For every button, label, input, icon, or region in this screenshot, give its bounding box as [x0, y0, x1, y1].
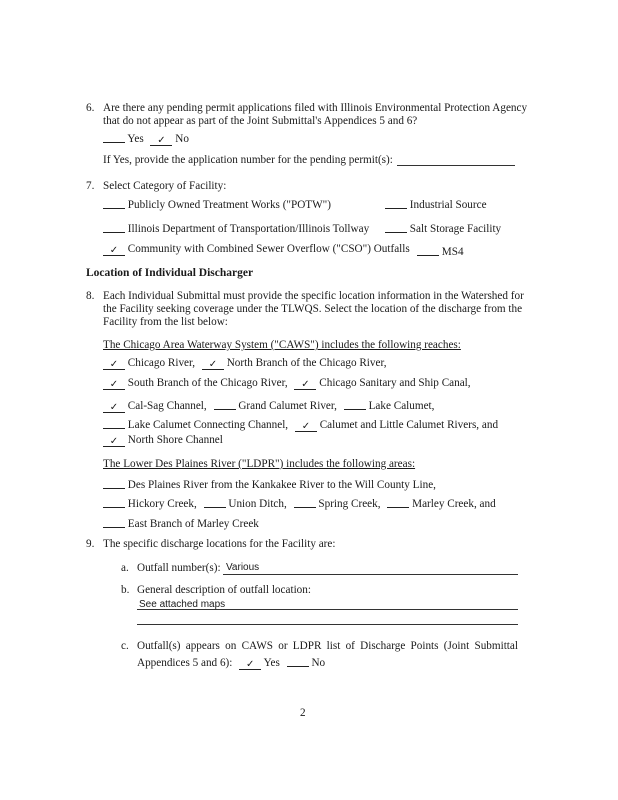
check-mark-icon: ✓ [301, 421, 311, 432]
outfall-description-value: See attached maps [139, 599, 226, 610]
outfall-number-field[interactable] [223, 574, 518, 575]
question-6-text-line2: that do not appear as part of the Joint Submittal's Appendices 5 and 6? [103, 115, 418, 127]
question-9a-letter: a. [121, 562, 129, 574]
caws-cal-sag-label: Cal-Sag Channel, [127, 400, 207, 412]
caws-north-branch-blank[interactable] [202, 358, 224, 370]
ldpr-row-1 [103, 476, 436, 492]
caws-lake-calumet-label: Lake Calumet, [368, 400, 435, 412]
facility-option-cso-blank[interactable] [103, 244, 125, 256]
ldpr-hickory-creek-blank[interactable] [103, 496, 125, 508]
caws-grand-calumet-blank[interactable] [214, 398, 236, 410]
ldpr-union-ditch-blank[interactable] [204, 496, 226, 508]
outfall-description-field-line1[interactable] [137, 609, 518, 610]
ldpr-des-plaines-label: Des Plaines River from the Kankakee River to the Will County Line, [127, 479, 436, 491]
check-mark-icon: ✓ [109, 245, 119, 256]
question-9-number: 9. [86, 538, 95, 550]
check-mark-icon: ✓ [245, 659, 255, 670]
section-heading: Location of Individual Discharger [86, 267, 254, 279]
facility-option-cso-label: Community with Combined Sewer Overflow ("CSO") Outfalls [127, 243, 410, 255]
caws-chicago-river-blank[interactable] [103, 358, 125, 370]
check-mark-icon: ✓ [109, 379, 119, 390]
facility-option-ms4[interactable] [417, 243, 464, 259]
ldpr-spring-creek-blank[interactable] [294, 496, 316, 508]
question-9c-letter: c. [121, 640, 129, 652]
ldpr-des-plaines-blank[interactable] [103, 477, 125, 489]
question-9a-label: Outfall number(s): [137, 562, 221, 574]
question-6-text-line1: Are there any pending permit applications filed with Illinois Environmental Protection Agency [103, 102, 528, 114]
question-9c-text-line1: Outfall(s) appears on CAWS or LDPR list of Discharge Points (Joint Submittal [137, 640, 518, 652]
question-6-answers [103, 130, 189, 146]
check-mark-icon: ✓ [301, 379, 310, 390]
ldpr-east-branch-blank[interactable] [103, 516, 125, 528]
ldpr-spring-creek-label: Spring Creek, [318, 498, 381, 510]
caws-heading: The Chicago Area Waterway System ("CAWS") includes the following reaches: [103, 339, 461, 351]
question-9c-yes-blank[interactable] [239, 658, 261, 670]
check-mark-icon: ✓ [109, 359, 119, 370]
facility-option-idot-label: Illinois Department of Transportation/Illinois Tollway [127, 223, 370, 235]
question-8-text-line1: Each Individual Submittal must provide the specific location information in the Watershed for [103, 290, 524, 302]
question-9c-text-line2: Appendices 5 and 6): [137, 657, 233, 669]
caws-row-3 [103, 397, 434, 413]
ldpr-row-3 [103, 515, 259, 531]
question-6-no-label: No [175, 133, 189, 145]
caws-chicago-river-label: Chicago River, [127, 357, 196, 369]
facility-option-potw-blank[interactable] [103, 197, 125, 209]
facility-option-salt-storage-blank[interactable] [385, 221, 407, 233]
question-6-no-blank[interactable] [150, 134, 172, 146]
question-9c-answers [137, 654, 325, 670]
facility-option-salt-storage[interactable] [385, 220, 501, 236]
page-number: 2 [300, 707, 306, 719]
caws-lake-calumet-blank[interactable] [344, 398, 366, 410]
outfall-number-value: Various [226, 562, 260, 573]
facility-option-industrial-label: Industrial Source [409, 199, 487, 211]
caws-grand-calumet-label: Grand Calumet River, [238, 400, 337, 412]
facility-option-idot-blank[interactable] [103, 221, 125, 233]
question-9b-letter: b. [121, 584, 130, 596]
check-mark-icon: ✓ [157, 135, 166, 146]
ldpr-hickory-creek-label: Hickory Creek, [127, 498, 197, 510]
ldpr-row-2 [103, 495, 496, 511]
caws-lake-calumet-connecting-label: Lake Calumet Connecting Channel, [127, 419, 289, 431]
question-7-number: 7. [86, 180, 95, 192]
ldpr-east-branch-label: East Branch of Marley Creek [127, 518, 259, 530]
facility-option-salt-storage-label: Salt Storage Facility [409, 223, 502, 235]
facility-option-ms4-blank[interactable] [417, 244, 439, 256]
caws-sanitary-ship-canal-blank[interactable] [294, 378, 316, 390]
pending-permit-number-field[interactable] [397, 165, 515, 166]
ldpr-heading: The Lower Des Plaines River ("LDPR") includes the following areas: [103, 458, 416, 470]
question-8-number: 8. [86, 290, 95, 302]
caws-lake-calumet-connecting-blank[interactable] [103, 417, 125, 429]
caws-south-branch-blank[interactable] [103, 378, 125, 390]
question-9c-no-blank[interactable] [287, 655, 309, 667]
caws-row-2 [103, 377, 471, 390]
caws-south-branch-label: South Branch of the Chicago River, [127, 377, 288, 389]
facility-option-industrial-blank[interactable] [385, 197, 407, 209]
caws-sanitary-ship-canal-label: Chicago Sanitary and Ship Canal, [319, 377, 471, 389]
outfall-description-field-line2[interactable] [137, 624, 518, 625]
caws-row-5 [103, 434, 223, 447]
caws-north-branch-label: North Branch of the Chicago River, [226, 357, 387, 369]
question-8-text-line2: the Facility seeking coverage under the TLWQS. Select the location of the discharge from the [103, 303, 523, 315]
question-6-number: 6. [86, 102, 95, 114]
question-7-title: Select Category of Facility: [103, 180, 227, 192]
check-mark-icon: ✓ [109, 402, 119, 413]
check-mark-icon: ✓ [109, 436, 119, 447]
question-9-title: The specific discharge locations for the Facility are: [103, 538, 336, 550]
caws-cal-sag-blank[interactable] [103, 401, 125, 413]
ldpr-marley-creek-label: Marley Creek, and [412, 498, 496, 510]
ldpr-union-ditch-label: Union Ditch, [228, 498, 287, 510]
caws-row-4 [103, 416, 498, 432]
question-6-yes-blank[interactable] [103, 131, 125, 143]
question-6-yes-label: Yes [127, 133, 144, 145]
question-9c-no-label: No [311, 657, 326, 669]
facility-option-cso[interactable] [103, 243, 410, 256]
facility-option-idot[interactable] [103, 220, 369, 236]
ldpr-marley-creek-blank[interactable] [387, 496, 409, 508]
question-9c-yes-label: Yes [263, 657, 280, 669]
caws-calumet-little-calumet-label: Calumet and Little Calumet Rivers, and [319, 419, 499, 431]
question-6-if-yes-label: If Yes, provide the application number for the pending permit(s): [103, 154, 393, 166]
question-8-text-line3: Facility from the list below: [103, 316, 228, 328]
caws-north-shore-blank[interactable] [103, 435, 125, 447]
facility-option-potw-label: Publicly Owned Treatment Works ("POTW") [127, 199, 331, 211]
question-9b-label: General description of outfall location: [137, 584, 311, 596]
caws-calumet-little-calumet-blank[interactable] [295, 420, 317, 432]
facility-option-potw[interactable] [103, 196, 331, 212]
caws-row-1 [103, 357, 387, 370]
facility-option-industrial[interactable] [385, 196, 487, 212]
caws-north-shore-label: North Shore Channel [127, 434, 223, 446]
check-mark-icon: ✓ [208, 359, 218, 370]
facility-option-ms4-label: MS4 [441, 246, 464, 258]
